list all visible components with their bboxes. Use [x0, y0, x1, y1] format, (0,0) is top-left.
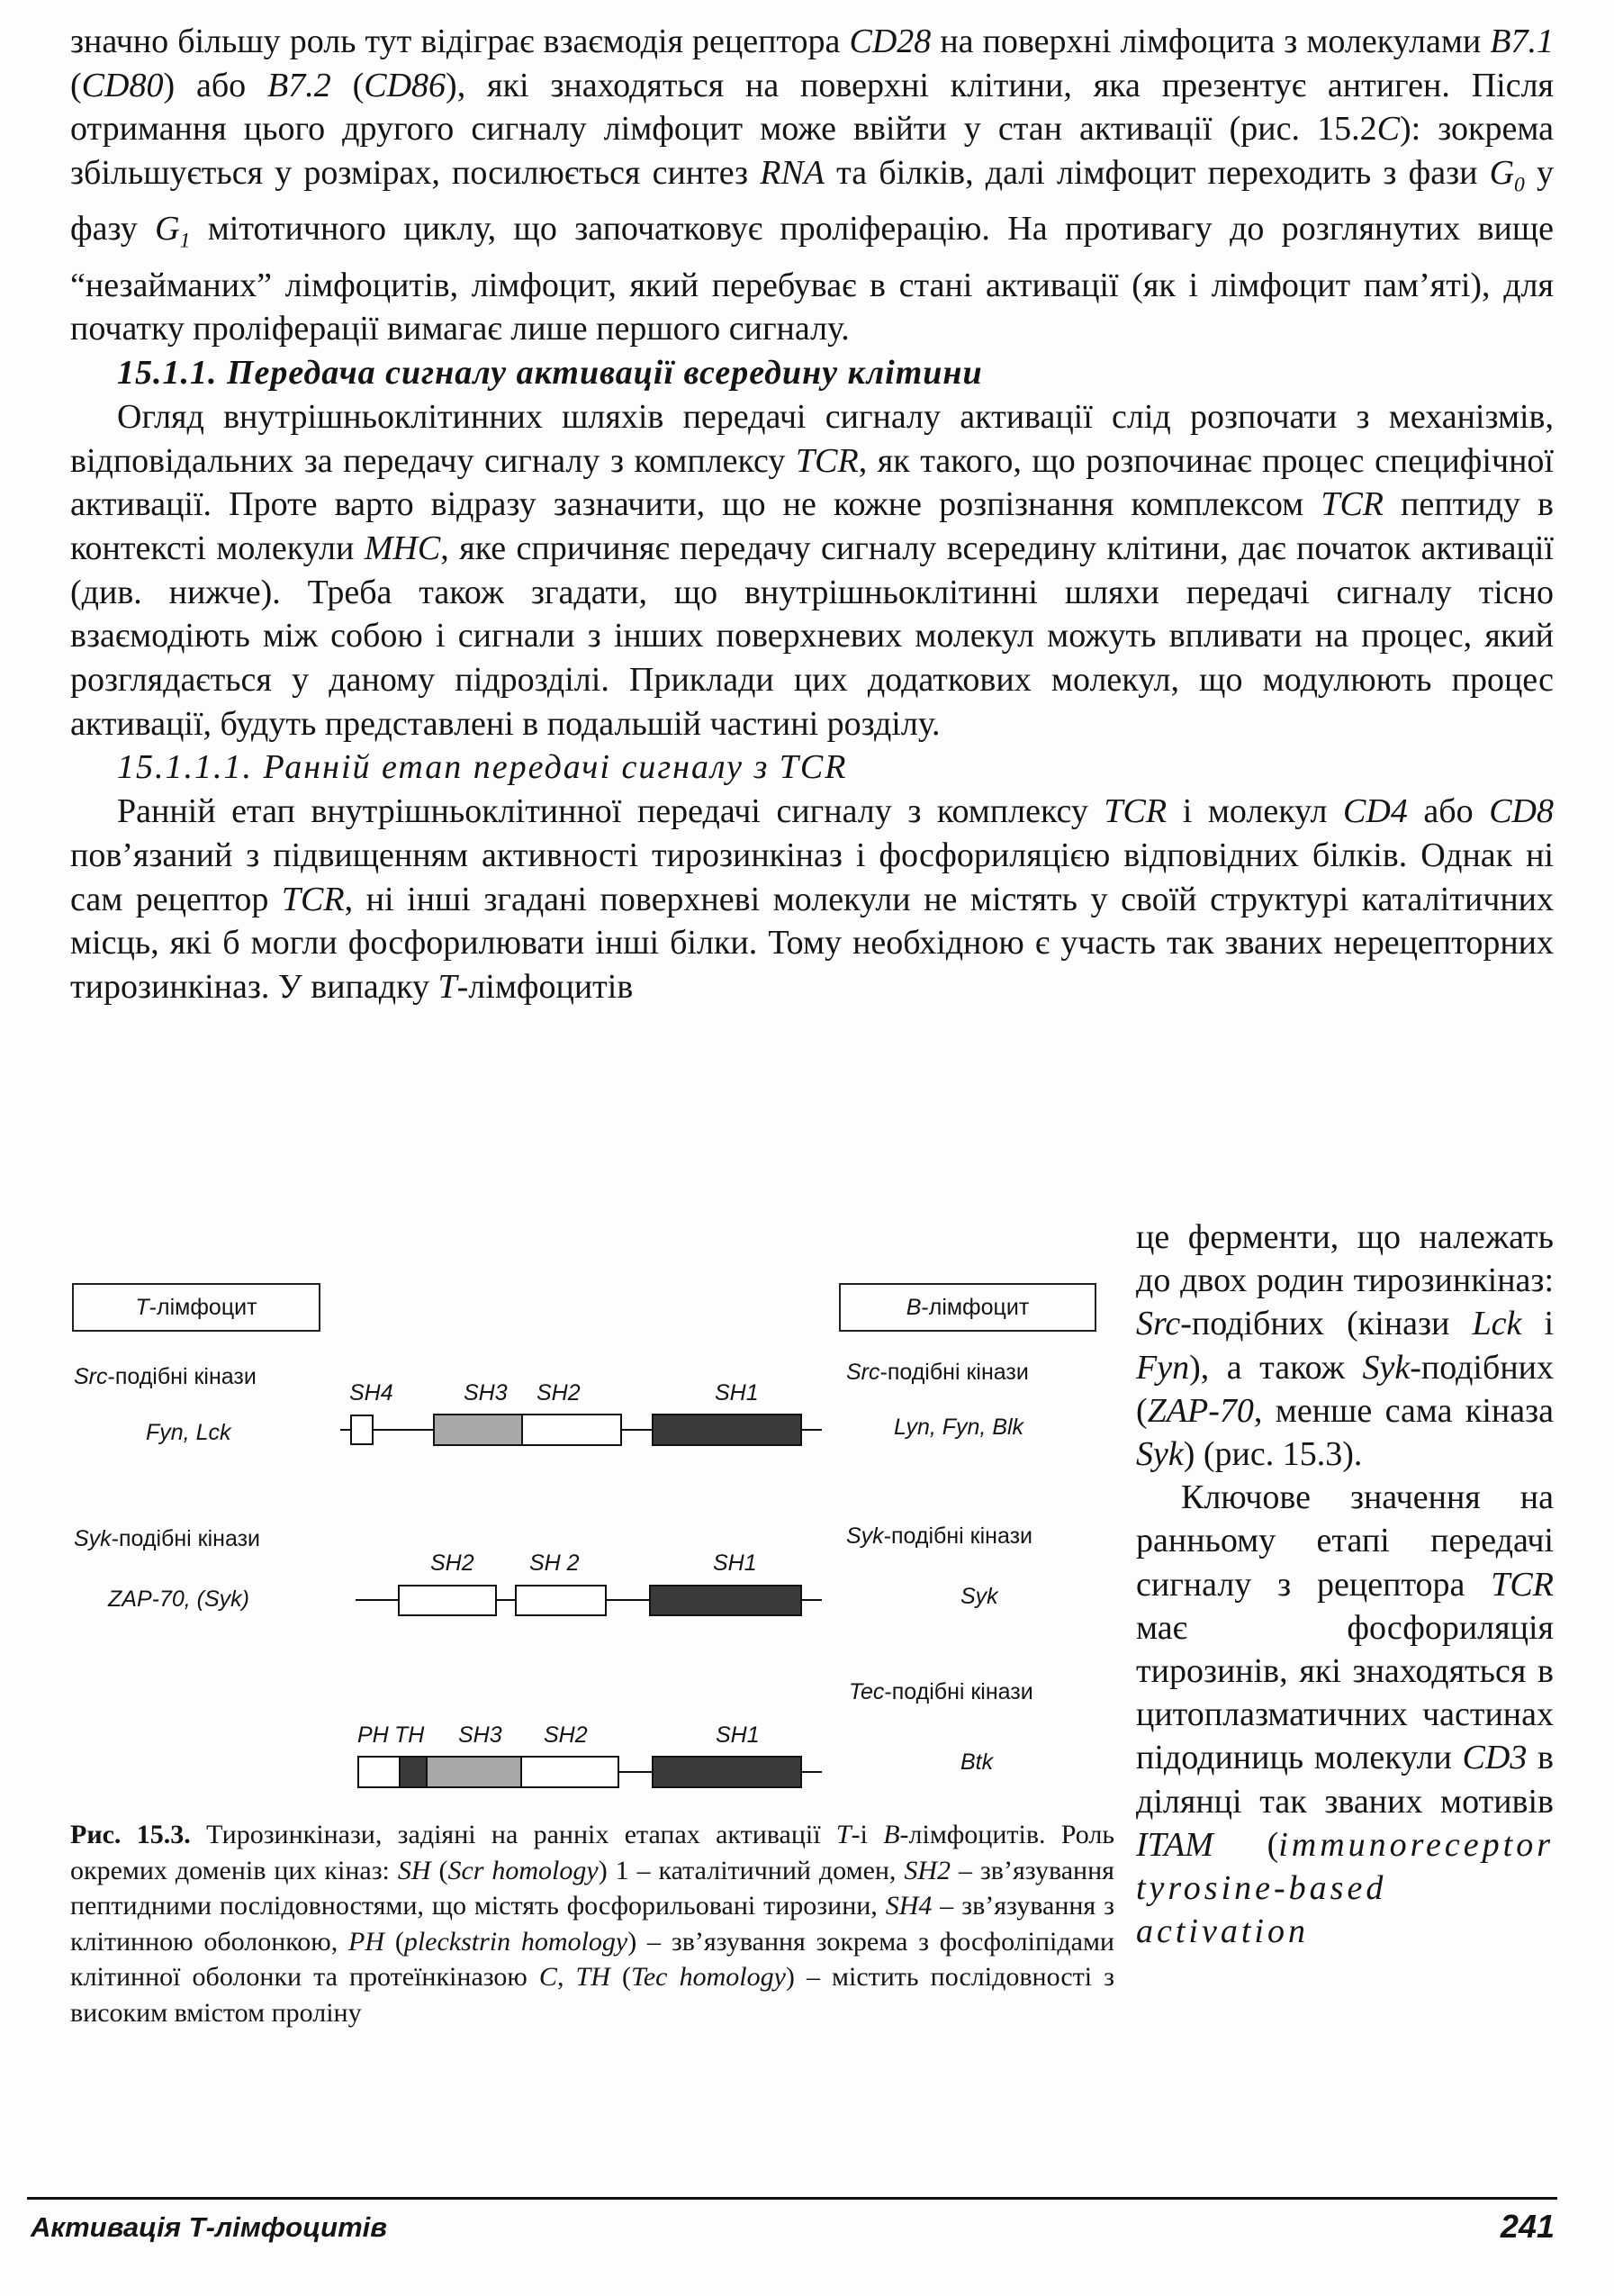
page-number: 241 [1500, 2208, 1555, 2245]
tec-sh1-domain [653, 1757, 801, 1787]
t-cell-title: T-лімфоцит [135, 1294, 257, 1320]
tec-sh2-label: SH2 [544, 1722, 588, 1748]
tec-family-right: Tec-подібні кінази [849, 1679, 1033, 1704]
figure-caption: Рис. 15.3. Тирозинкінази, задіяні на ранніх етапах активації T-і B-лімфоцитів. Роль окремих доменів цих кіназ: SH (Scr homology) 1 – каталітичний домен, SH2 – зв’язування пептидними послідовностями, що містять фосфорильовані тирозини, SH4 – зв’язування з клітинною оболонкою, PH (pleckstrin homology) – зв’язування зокрема з фосфоліпідами клітинної оболонки та протеїнкіназою C, TH (Tec homology) – містить послідовності з високим вмістом проліну [70, 1820, 1114, 2028]
tec-sh2-domain [521, 1757, 618, 1787]
src-sh3-label: SH3 [464, 1380, 508, 1406]
running-footer-title: Активація Т-лімфоцитів [31, 2211, 387, 2243]
tec-sh3-domain [427, 1757, 521, 1787]
syk-family-right: Syk-подібні кінази [846, 1523, 1033, 1549]
src-sh2-domain [522, 1415, 621, 1445]
syk-sh2-domain-1 [399, 1586, 496, 1615]
syk-sh1-label: SH1 [713, 1550, 757, 1576]
tec-ph-domain [358, 1757, 400, 1787]
tec-members-right: Btk [960, 1749, 994, 1775]
heading-number: 15.1.1. [117, 354, 218, 393]
tec-th-label: TH [394, 1722, 425, 1748]
src-family-left: Src-подібні кінази [74, 1364, 257, 1389]
src-members-left: Fyn, Lck [146, 1420, 231, 1445]
src-family-right: Src-подібні кінази [846, 1360, 1029, 1385]
t-cell-title-box [72, 1283, 320, 1332]
side-paragraph-1: це ферменти, що належать до двох родин тирозинкіназ: Src-подібних (кінази Lck і Fyn), а також Syk-подібних (ZAP-70, менше сама кіназа Syk) (рис. 15.3). [1136, 1218, 1555, 1474]
paragraph-2: Огляд внутрішньоклітинних шляхів передачі сигналу активації слід розпочати з механізмів, відповідальних за передачу сигналу з комплексу TCR, як такого, що розпочинає процес специфічної активації. Проте варто відразу зазначити, що не кожне розпізнання комплексом TCR пептиду в контексті молекули MHC, яке спричиняє передачу сигналу всередину клітини, дає початок активації (див. нижче). Треба також згадати, що внутрішньоклітинні шляхи передачі сигналу тісно взаємодіють між собою і сигнали з інших поверхневих молекул можуть впливати на процес, який розглядається у даному підрозділі. Приклади цих додаткових молекул, що модулюють процес активації, будуть представлені в подальшій частині розділу. [70, 397, 1554, 743]
src-members-right: Lyn, Fyn, Blk [894, 1415, 1024, 1440]
syk-sh2-domain-2 [516, 1586, 606, 1615]
side-column-text [1136, 1216, 1554, 1953]
tec-sh3-label: SH3 [458, 1722, 502, 1748]
syk-members-right: Syk [960, 1584, 998, 1609]
src-sh4-label: SH4 [349, 1380, 393, 1406]
syk-members-left: ZAP-70, (Syk) [108, 1586, 249, 1612]
paragraph-1: значно більшу роль тут відіграє взаємодія рецептора CD28 на поверхні лімфоцита з молекулами B7.1 (CD80) або B7.2 (CD86), які знаходяться на поверхні клітини, яка презентує антиген. Після отримання цього другого сигналу лімфоцит може ввійти у стан активації (рис. 15.2C): зокрема збільшується у розмірах, посилюється синтез RNA та білків, далі лімфоцит переходить з фази $G_0$ у фазу $G_1$ мітотичного циклу, що започатковує проліферацію. На противагу до розглянутих вище “незайманих” лімфоцитів, лімфоцит, який перебуває в стані активації (як і лімфоцит пам’яті), для початку проліферації вимагає лише першого сигналу. [70, 23, 1555, 348]
paragraph-3: Ранній етап внутрішньоклітинної передачі сигналу з комплексу TCR і молекул CD4 або CD8 пов’язаний з підвищенням активності тирозинкіназ і фосфориляцією відповідних білків. Однак ні сам рецептор TCR, ні інші згадані поверхневі молекули не містять у своїй структурі каталітичних місць, які б могли фосфорилювати інші білки. Тому необхідною є участь так званих нерецепторних тирозинкіназ. У випадку T-лімфоцитів [70, 792, 1554, 1006]
src-sh4-domain [351, 1415, 373, 1444]
tec-sh1-label: SH1 [716, 1722, 760, 1748]
syk-sh2-label-1: SH2 [430, 1550, 474, 1576]
heading-text: Ранній етап передачі сигналу з TCR [263, 748, 848, 787]
section-heading-15-1-1-1 [70, 746, 1554, 790]
main-text [70, 20, 1554, 1009]
heading-number: 15.1.1.1. [117, 748, 253, 787]
tec-th-domain [400, 1757, 427, 1787]
figure-15-3 [63, 1256, 1125, 1796]
b-cell-title-box [839, 1283, 1096, 1332]
src-sh3-domain [434, 1415, 522, 1445]
footer-divider [27, 2197, 1557, 2200]
src-sh2-label: SH2 [536, 1380, 581, 1406]
section-heading-15-1-1 [70, 351, 1554, 395]
b-cell-title: B-лімфоцит [906, 1294, 1030, 1320]
heading-text: Передача сигналу активації всередину клітини [227, 354, 983, 393]
src-sh1-domain [653, 1415, 801, 1445]
syk-sh2-label-2: SH 2 [529, 1550, 580, 1576]
src-sh1-label: SH1 [715, 1380, 759, 1406]
tec-ph-label: PH [357, 1722, 389, 1748]
syk-family-left: Syk-подібні кінази [74, 1526, 261, 1551]
side-paragraph-2: Ключове значення на ранньому етапі передачі сигналу з рецептора TCR має фосфориляція тирозинів, які знаходяться в цитоплазматичних частинах підодиниць молекули CD3 в ділянці так званих мотивів ITAM (immunoreceptor tyrosine-based activation [1136, 1478, 1554, 1951]
syk-sh1-domain [650, 1586, 801, 1615]
